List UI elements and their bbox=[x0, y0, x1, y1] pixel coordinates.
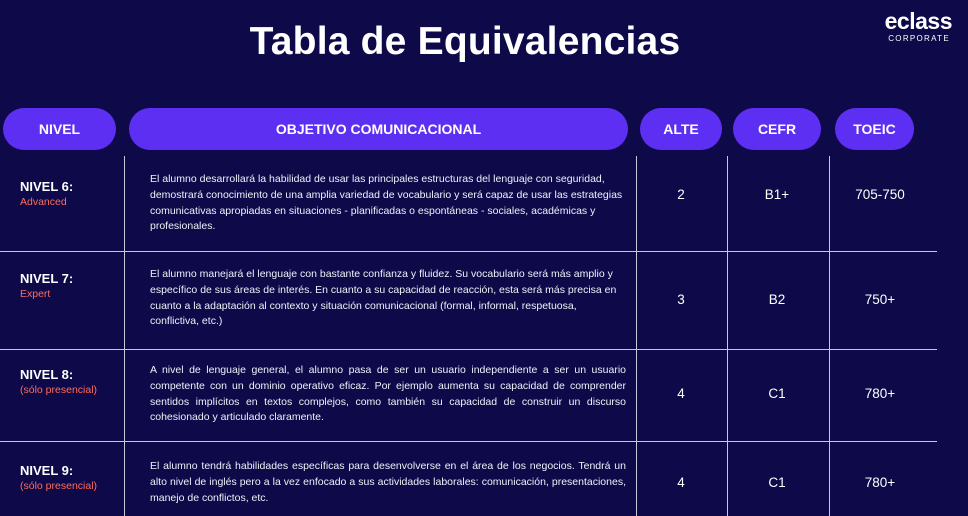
logo-subtitle: CORPORATE bbox=[888, 34, 950, 43]
row-divider bbox=[0, 441, 937, 442]
toeic-value: 780+ bbox=[864, 475, 896, 490]
table-row-nivel bbox=[20, 178, 130, 209]
cefr-value: B1+ bbox=[764, 187, 790, 202]
cefr-value: B2 bbox=[768, 292, 786, 307]
nivel-subtitle: (sólo presencial) bbox=[20, 480, 98, 492]
objetivo-text: A nivel de lenguaje general, el alumno pasa de ser un usuario independiente a ser un usuario competente con un dominio operativo eficaz. Por ejemplo aumenta su capacidad de comprender sentidos implícitos en textos complejos, como también su capacidad de construir un discurso cohesionado y articulado claramente. bbox=[150, 364, 626, 424]
toeic-value: 750+ bbox=[864, 292, 896, 307]
row-divider bbox=[0, 251, 937, 252]
nivel-subtitle: Advanced bbox=[20, 196, 67, 208]
table-row-nivel bbox=[20, 366, 130, 397]
nivel-label: NIVEL 6: bbox=[20, 179, 74, 194]
alte-value: 4 bbox=[677, 475, 685, 490]
nivel-label: NIVEL 8: bbox=[20, 367, 74, 382]
logo-wordmark: eclass bbox=[884, 8, 952, 34]
column-divider bbox=[636, 156, 637, 516]
toeic-value: 705-750 bbox=[855, 187, 905, 202]
toeic-value: 780+ bbox=[864, 386, 896, 401]
table-row-nivel bbox=[20, 462, 130, 493]
cefr-value: C1 bbox=[768, 475, 786, 490]
objetivo-text: El alumno manejará el lenguaje con bastante confianza y fluidez. Su vocabulario será más amplio y específico de sus áreas de interés. En cuanto a su capacidad de reacción, esta será más precisa en cuanto a la adaptación al contexto y situación comunicacional (formal, informal, respetuosa, conflictiva, etc.) bbox=[150, 268, 617, 328]
nivel-label: NIVEL 9: bbox=[20, 463, 74, 478]
row-divider bbox=[0, 349, 937, 350]
alte-value: 4 bbox=[677, 386, 685, 401]
page-title: Tabla de Equivalencias bbox=[249, 20, 681, 63]
header-alte: ALTE bbox=[640, 108, 722, 150]
eclass-logo bbox=[857, 10, 952, 48]
nivel-label: NIVEL 7: bbox=[20, 271, 74, 286]
alte-value: 3 bbox=[677, 292, 685, 307]
objetivo-text: El alumno desarrollará la habilidad de usar las principales estructuras del lenguaje con seguridad, demostrará conocimiento de una amplia variedad de vocabulario y será capaz de usar las estrategias comunicativas apropiadas en situaciones - planificadas o espontáneas - sociales, académicas y profesionales. bbox=[150, 173, 623, 233]
header-cefr: CEFR bbox=[733, 108, 821, 150]
column-divider bbox=[727, 156, 728, 516]
header-objetivo: OBJETIVO COMUNICACIONAL bbox=[129, 108, 628, 150]
nivel-subtitle: (sólo presencial) bbox=[20, 384, 98, 396]
cefr-value: C1 bbox=[768, 386, 786, 401]
header-nivel: NIVEL bbox=[3, 108, 116, 150]
alte-value: 2 bbox=[677, 187, 685, 202]
table-row-nivel bbox=[20, 270, 130, 301]
column-divider bbox=[829, 156, 830, 516]
objetivo-text: El alumno tendrá habilidades específicas para desenvolverse en el área de los negocios. Tendrá un alto nivel de inglés pero a la vez enfocado a sus actividades laborales: comunicación, presentaciones, manejo de conflictos, etc. bbox=[150, 460, 626, 504]
header-toeic: TOEIC bbox=[835, 108, 914, 150]
nivel-subtitle: Expert bbox=[20, 288, 51, 300]
